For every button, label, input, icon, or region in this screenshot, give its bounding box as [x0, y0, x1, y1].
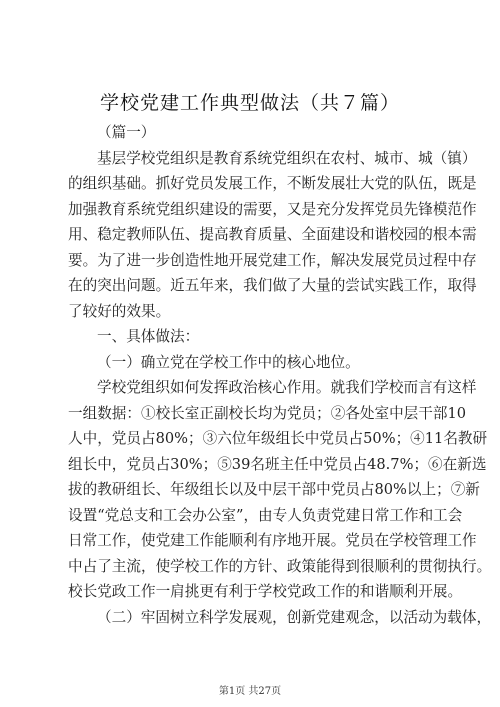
- text-line: 中占了主流，使学校工作的方针、政策能得到很顺利的贯彻执行。: [68, 557, 492, 575]
- text-line: 一、具体做法：: [97, 328, 200, 345]
- document-body: [68, 120, 492, 630]
- text-line: 校长党政工作一肩挑更有利于学校党政工作的和谐顺利开展。: [68, 583, 463, 600]
- text-line: 基层学校党组织是教育系统党组织在农村、城市、城（镇）: [97, 149, 477, 167]
- page-footer: 第1页 共27页: [218, 686, 282, 697]
- text-line: （一）确立党在学校工作中的核心地位。: [97, 353, 360, 371]
- text-line: 用、稳定教师队伍、提高教育质量、全面建设和谐校园的根本需: [68, 226, 477, 243]
- text-line: （篇一）: [97, 124, 156, 141]
- text-line: 的组织基础。抓好党员发展工作，不断发展壮大党的队伍，既是: [68, 175, 477, 192]
- text-line: （二）牢固树立科学发展观，创新党建观念，以活动为载体，: [97, 608, 492, 626]
- text-line: 了较好的效果。: [68, 302, 171, 320]
- text-line: 设置“党总支和工会办公室”，由专人负责党建日常工作和工会: [68, 506, 463, 524]
- text-line: 人中，党员占80%；③六位年级组长中党员占50%；④11名教研: [68, 430, 488, 447]
- text-line: 在的突出问题。近五年来，我们做了大量的尝试实践工作，取得: [68, 277, 477, 294]
- document-title: 学校党建工作典型做法（共７篇）: [99, 92, 400, 114]
- text-line: 加强教育系统党组织建设的需要，又是充分发挥党员先锋模范作: [68, 200, 477, 218]
- text-line: 拔的教研组长、年级组长以及中层干部中党员占80%以上；⑦新: [68, 481, 480, 498]
- text-line: 学校党组织如何发挥政治核心作用。就我们学校而言有这样: [97, 379, 477, 396]
- text-line: 要。为了进一步创造性地开展党建工作，解决发展党员过程中存: [68, 251, 477, 269]
- text-line: 日常工作，使党建工作能顺利有序地开展。党员在学校管理工作: [68, 532, 477, 549]
- text-line: 组长中，党员占30%；⑤39名班主任中党员占48.7%；⑥在新选: [68, 455, 487, 473]
- text-line: 一组数据：①校长室正副校长均为党员；②各处室中层干部10: [68, 404, 467, 422]
